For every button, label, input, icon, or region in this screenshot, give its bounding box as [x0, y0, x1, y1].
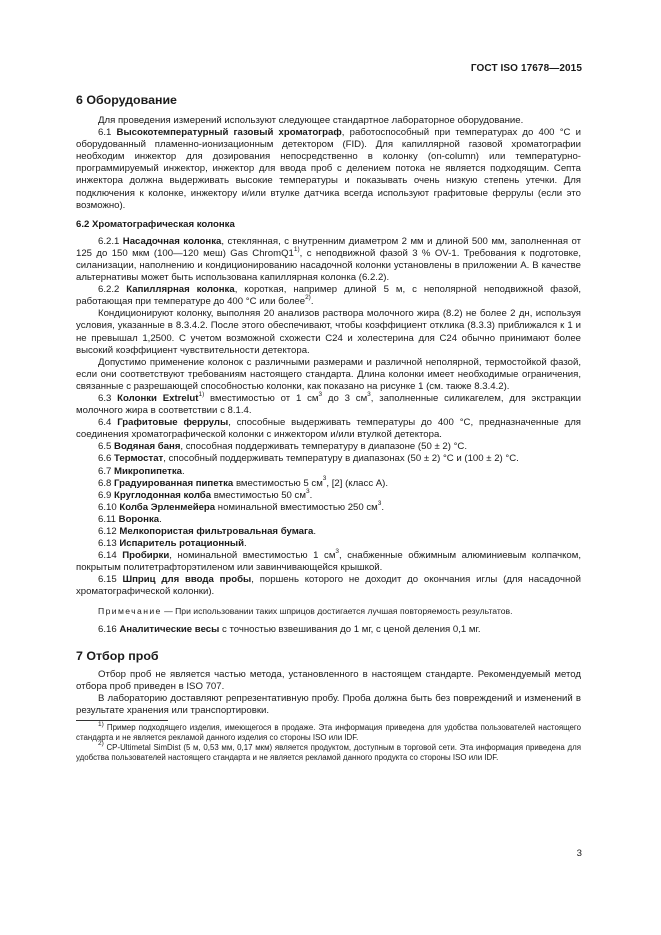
standard-designation: ГОСТ ISO 17678—2015 [470, 63, 582, 74]
section-7-para-2: В лабораторию доставляют репрезентативную пробу. Проба должна быть без повреждений и изменений в результате хранения или транспортировки. [76, 692, 581, 717]
clause-6-2-2-conditioning: Кондиционируют колонку, выполняя 20 анализов раствора молочного жира (8.2) не более 2 дн, используя условия, указанные в 8.3.4.2. После этого обеспечивают, чтобы коэффициент отклика (8.3.3) приближался к 1 и не превышал 1,2500. С учетом возможной схожести С24 и холестерина для С24 обычно принимают более высокий коэффициент чувствительности детектора. [76, 308, 581, 356]
footnote-2: $^{2)}$ CP-Ultimetal SimDist (5 м, 0,53 мм, 0,17 мкм) является продуктом, доступным в торговой сети. Эта информация приведена для удобства пользователей настоящего стандарта и не является рекламой данного продукта со стороны ISO или IDF. [76, 740, 581, 762]
section-7-para-1: Отбор проб не является частью метода, установленного в настоящем стандарте. Рекомендуемый метод отбора проб приведен в ISO 707. [76, 668, 581, 692]
clause-6-7: 6.7 Микропипетка. [98, 465, 185, 477]
clause-6-14: 6.14 Пробирки, номинальной вместимостью 1 $см^3$, снабженные обжимным алюминиевым колпачком, покрытым политетрафторэтиленом или завинчивающейся крышкой. [76, 548, 581, 574]
clause-6-16: 6.16 Аналитические весы с точностью взвешивания до 1 мг, с ценой деления 0,1 мг. [98, 623, 481, 635]
footnote-separator [76, 720, 168, 721]
clause-6-9: 6.9 Круглодонная колба вместимостью 50 $см^3$. [98, 487, 313, 501]
note: Примечание — При использовании таких шприцов достигается лучшая повторяемость результатов. [98, 605, 513, 616]
clause-6-3: 6.3 Колонки Extrelut$^{1)}$ вместимостью от 1 $см^3$ до 3 $см^3$, заполненные силикагелем, для экстракции молочного жира в соответствии с 8.1.4. [76, 390, 581, 417]
clause-6-8: 6.8 Градуированная пипетка вместимостью 5 $см^3$, [2] (класс А). [98, 475, 389, 489]
section-6-intro: Для проведения измерений используют следующее стандартное лабораторное оборудование. [98, 115, 524, 126]
clause-6-2-2: 6.2.2 Капиллярная колонка, короткая, например длиной 5 м, с неполярной неподвижной фазой, работающая при температуре до 400 °С или более$^{2)}$. [76, 284, 581, 308]
clause-6-1: 6.1 Высокотемпературный газовый хроматограф, работоспособный при температурах до 400 °С и оборудованный пламенно-ионизационным детектором (FID). Для капиллярной газовой хроматографии необходим инжектор для дозирования непосредственно в колонку (on-column) или температурно-программируемый инжектор, инжектор для ввода проб с делением потока не является подходящим. Септа инжектора должна выдерживать высокие температуры и показывать очень низкую степень утечки. Для подключения к колонке, инжектору и/или втулке датчика всегда используют графитовые феррулы (если это возможно). [76, 127, 581, 211]
clause-6-13: 6.13 Испаритель ротационный. [98, 538, 247, 550]
clause-6-2-2-alternatives: Допустимо применение колонок с различными размерами и различной неполярной, термостойкой фазой, если они соответствуют требованиям настоящего стандарта. Длина колонки имеет необходимые ограничения, связанные с разрешающей способностью колонки, как показано на рисунке 1 (см. также 8.3.4.2). [76, 356, 581, 392]
clause-6-10: 6.10 Колба Эрленмейера номинальной вместимостью 250 $см^3$. [98, 499, 385, 513]
clause-6-15: 6.15 Шприц для ввода пробы, поршень которого не доходит до окончания иглы (для насадочной хроматографической колонки). [76, 574, 581, 598]
section-6-heading: 6 Оборудование [76, 93, 177, 107]
clause-6-11: 6.11 Воронка. [98, 513, 162, 525]
clause-6-5: 6.5 Водяная баня, способная поддерживать температуру в диапазоне (50 ± 2) °С. [98, 441, 468, 453]
page-number: 3 [576, 848, 582, 859]
clause-6-12: 6.12 Мелкопористая фильтровальная бумага. [98, 526, 317, 537]
clause-6-6: 6.6 Термостат, способный поддерживать температуру в диапазонах (50 ± 2) °С и (100 ± 2) °С. [98, 453, 519, 465]
clause-6-4: 6.4 Графитовые феррулы, способные выдерживать температуры до 400 °С, предназначенные для соединения хроматографической колонки с инжектором и/или втулкой детектора. [76, 417, 582, 441]
subsection-6-2-heading: 6.2 Хроматографическая колонка [76, 218, 235, 230]
section-7-heading: 7 Отбор проб [76, 648, 159, 663]
footnote-1: $^{1)}$ Пример подходящего изделия, имеющегося в продаже. Эта информация приведена для удобства пользователей настоящего стандарта и не является рекламой данного изделия со стороны ISO или IDF. [76, 720, 581, 743]
clause-6-2-1: 6.2.1 Насадочная колонка, стеклянная, с внутренним диаметром 2 мм и длиной 500 мм, заполненная от 125 до 150 мкм (100—120 меш) Gas ChromQ1$^{1)}$, с неподвижной фазой 3 % OV-1. Требования к подготовке, силанизации, наполнению и кондиционированию насадочной колонки установлены в приложении А. В качестве альтернативы может быть использована капиллярная колонка (6.2.2). [76, 235, 581, 284]
